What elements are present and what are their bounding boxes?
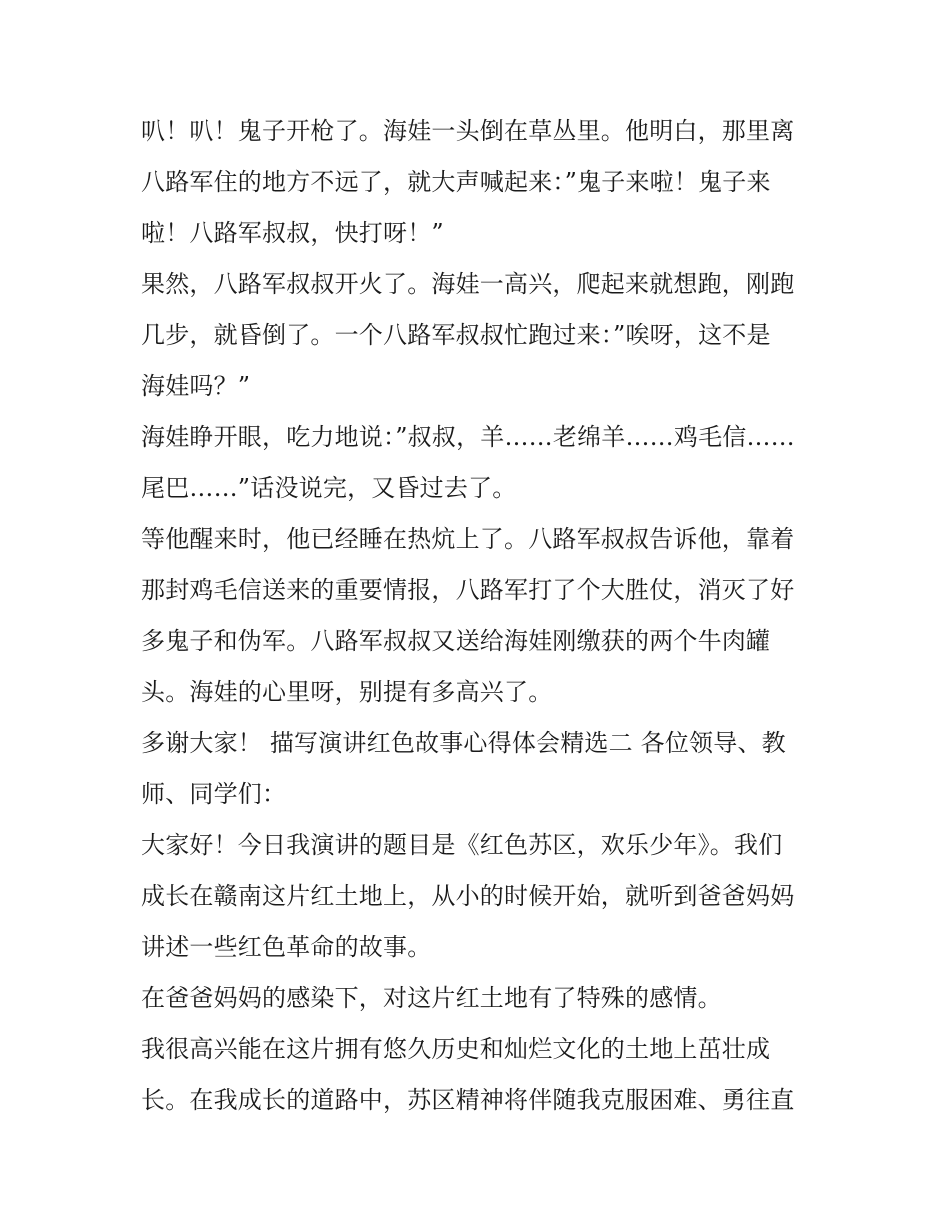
text-line: 几步，就昏倒了。一个八路军叔叔忙跑过来：”唉呀，这不是 [141, 321, 771, 349]
text-line: 海娃吗？” [141, 372, 251, 400]
text-line: 成长在赣南这片红土地上，从小的时候开始，就听到爸爸妈妈 [141, 882, 795, 910]
text-line: 多鬼子和伪军。八路军叔叔又送给海娃刚缴获的两个牛肉罐 [141, 627, 771, 655]
text-line: 师、同学们： [141, 780, 287, 808]
text-line: 八路军住的地方不远了，就大声喊起来：”鬼子来啦！鬼子来 [141, 168, 771, 196]
text-line: 讲述一些红色革命的故事。 [141, 933, 432, 961]
text-line: 海娃睁开眼，吃力地说：”叔叔，羊……老绵羊……鸡毛信…… [141, 423, 795, 451]
text-line: 长。在我成长的道路中，苏区精神将伴随我克服困难、勇往直 [141, 1086, 795, 1114]
text-line: 等他醒来时，他已经睡在热炕上了。八路军叔叔告诉他，靠着 [141, 525, 795, 553]
text-line: 尾巴……”话没说完，又昏过去了。 [141, 474, 517, 502]
text-line: 在爸爸妈妈的感染下，对这片红土地有了特殊的感情。 [141, 984, 722, 1012]
text-line: 叭！叭！鬼子开枪了。海娃一头倒在草丛里。他明白，那里离 [141, 117, 795, 145]
text-line: 我很高兴能在这片拥有悠久历史和灿烂文化的土地上茁壮成 [141, 1035, 771, 1063]
text-line: 头。海娃的心里呀，别提有多高兴了。 [141, 678, 553, 706]
text-line: 那封鸡毛信送来的重要情报，八路军打了个大胜仗，消灭了好 [141, 576, 795, 604]
text-line: 多谢大家！ 描写演讲红色故事心得体会精选二 各位领导、教 [141, 729, 786, 757]
text-line: 果然，八路军叔叔开火了。海娃一高兴，爬起来就想跑，刚跑 [141, 270, 795, 298]
body-text [141, 106, 821, 1126]
text-line: 啦！八路军叔叔，快打呀！” [141, 219, 444, 247]
text-line: 大家好！今日我演讲的题目是《红色苏区，欢乐少年》。我们 [141, 831, 783, 859]
